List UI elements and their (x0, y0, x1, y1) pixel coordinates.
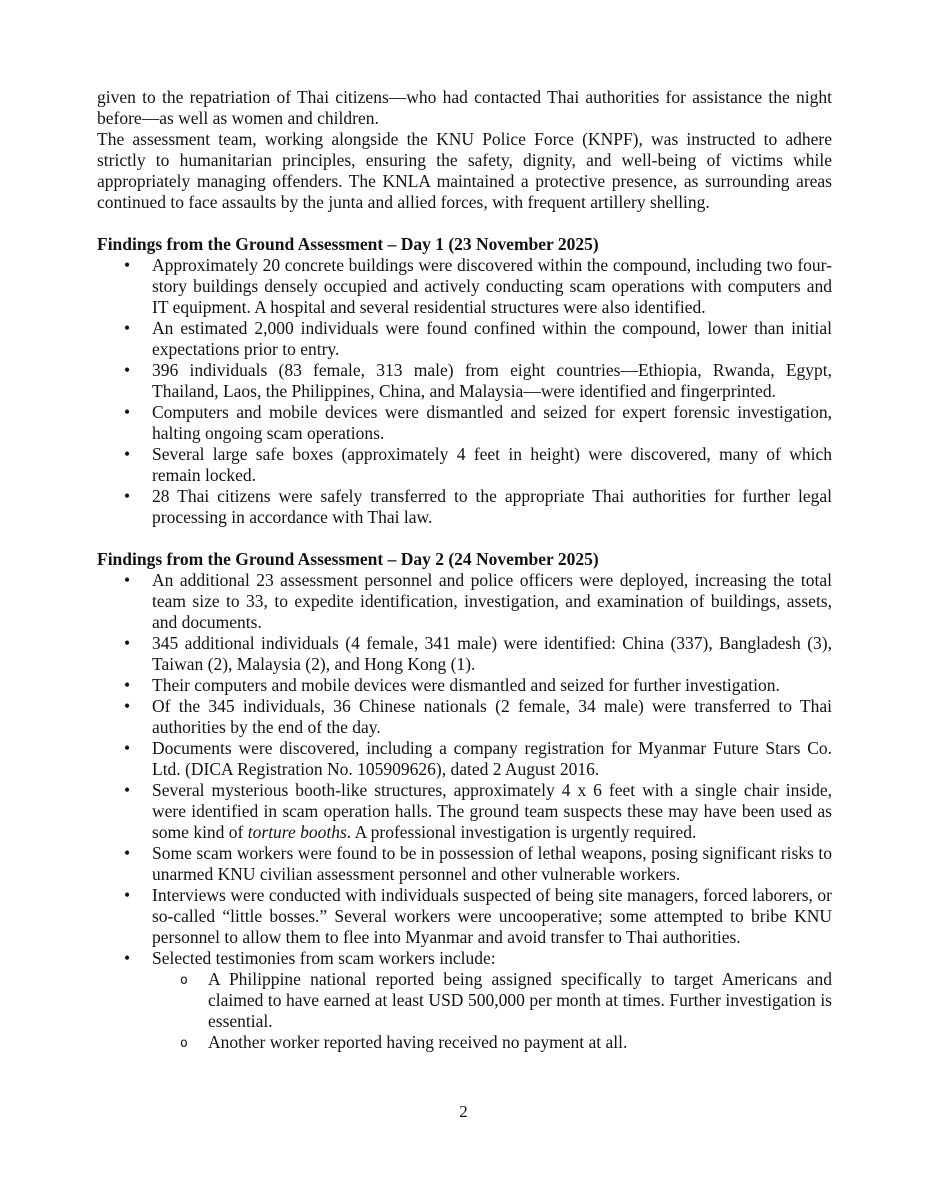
bullet-text-segment: Several mysterious booth-like structures, approximately 4 x 6 feet with a single chair inside, were identified in scam operation halls. The ground team suspects these may have been used as some kind of (152, 780, 832, 842)
list-item: • 28 Thai citizens were safely transferred to the appropriate Thai authorities for further legal processing in accordance with Thai law. (152, 486, 832, 528)
intro-paragraph-1: given to the repatriation of Thai citizens—who had contacted Thai authorities for assistance the night before—as well as women and children. (97, 87, 832, 128)
list-item: • Of the 345 individuals, 36 Chinese nationals (2 female, 34 male) were transferred to Thai authorities by the end of the day. (152, 696, 832, 738)
list-item: • Approximately 20 concrete buildings were discovered within the compound, including two four-story buildings densely occupied and actively conducting scam operations with computers and IT equipment. A hospital and several residential structures were also identified. (152, 255, 832, 318)
list-item (152, 780, 832, 843)
bullet-text-segment: . A professional investigation is urgently required. (346, 822, 697, 842)
list-item: • 345 additional individuals (4 female, 341 male) were identified: China (337), Bangladesh (3), Taiwan (2), Malaysia (2), and Hong Kong (1). (152, 633, 832, 675)
day1-bullet-list (97, 255, 832, 528)
sub-list-item: o A Philippine national reported being assigned specifically to target Americans and claimed to have earned at least USD 500,000 per month at times. Further investigation is essential. (208, 969, 832, 1032)
list-item: • 396 individuals (83 female, 313 male) from eight countries—Ethiopia, Rwanda, Egypt, Thailand, Laos, the Philippines, China, and Malaysia—were identified and fingerprinted. (152, 360, 832, 402)
italic-phrase: torture booths (247, 822, 347, 842)
testimonies-sub-list (152, 969, 832, 1053)
list-item: • An estimated 2,000 individuals were found confined within the compound, lower than initial expectations prior to entry. (152, 318, 832, 360)
list-item: • Their computers and mobile devices were dismantled and seized for further investigation. (152, 675, 832, 696)
list-item: • Some scam workers were found to be in possession of lethal weapons, posing significant risks to unarmed KNU civilian assessment personnel and other vulnerable workers. (152, 843, 832, 885)
list-item: • Computers and mobile devices were dismantled and seized for expert forensic investigation, halting ongoing scam operations. (152, 402, 832, 444)
section-heading-day2: Findings from the Ground Assessment – Day 2 (24 November 2025) (97, 549, 599, 569)
list-item: • Several large safe boxes (approximately 4 feet in height) were discovered, many of which remain locked. (152, 444, 832, 486)
list-item: • Interviews were conducted with individuals suspected of being site managers, forced laborers, or so-called “little bosses.” Several workers were uncooperative; some attempted to bribe KNU personnel to allow them to flee into Myanmar and avoid transfer to Thai authorities. (152, 885, 832, 948)
intro-paragraph-2: The assessment team, working alongside the KNU Police Force (KNPF), was instructed to adhere strictly to humanitarian principles, ensuring the safety, dignity, and well-being of victims while appropriately managing offenders. The KNLA maintained a protective presence, as surrounding areas continued to face assaults by the junta and allied forces, with frequent artillery shelling. (97, 129, 832, 212)
spacer (97, 213, 832, 234)
list-item (152, 948, 832, 1053)
sub-list-item: o Another worker reported having received no payment at all. (208, 1032, 832, 1053)
day2-bullet-list (97, 570, 832, 1053)
bullet-text-segment: Selected testimonies from scam workers include: (152, 948, 496, 968)
page-body (97, 87, 832, 1053)
list-item: • An additional 23 assessment personnel and police officers were deployed, increasing the total team size to 33, to expedite identification, investigation, and examination of buildings, assets, and documents. (152, 570, 832, 633)
spacer (97, 528, 832, 549)
list-item: • Documents were discovered, including a company registration for Myanmar Future Stars Co. Ltd. (DICA Registration No. 105909626), dated 2 August 2016. (152, 738, 832, 780)
page-number: 2 (459, 1102, 468, 1121)
section-heading-day1: Findings from the Ground Assessment – Day 1 (23 November 2025) (97, 234, 599, 254)
